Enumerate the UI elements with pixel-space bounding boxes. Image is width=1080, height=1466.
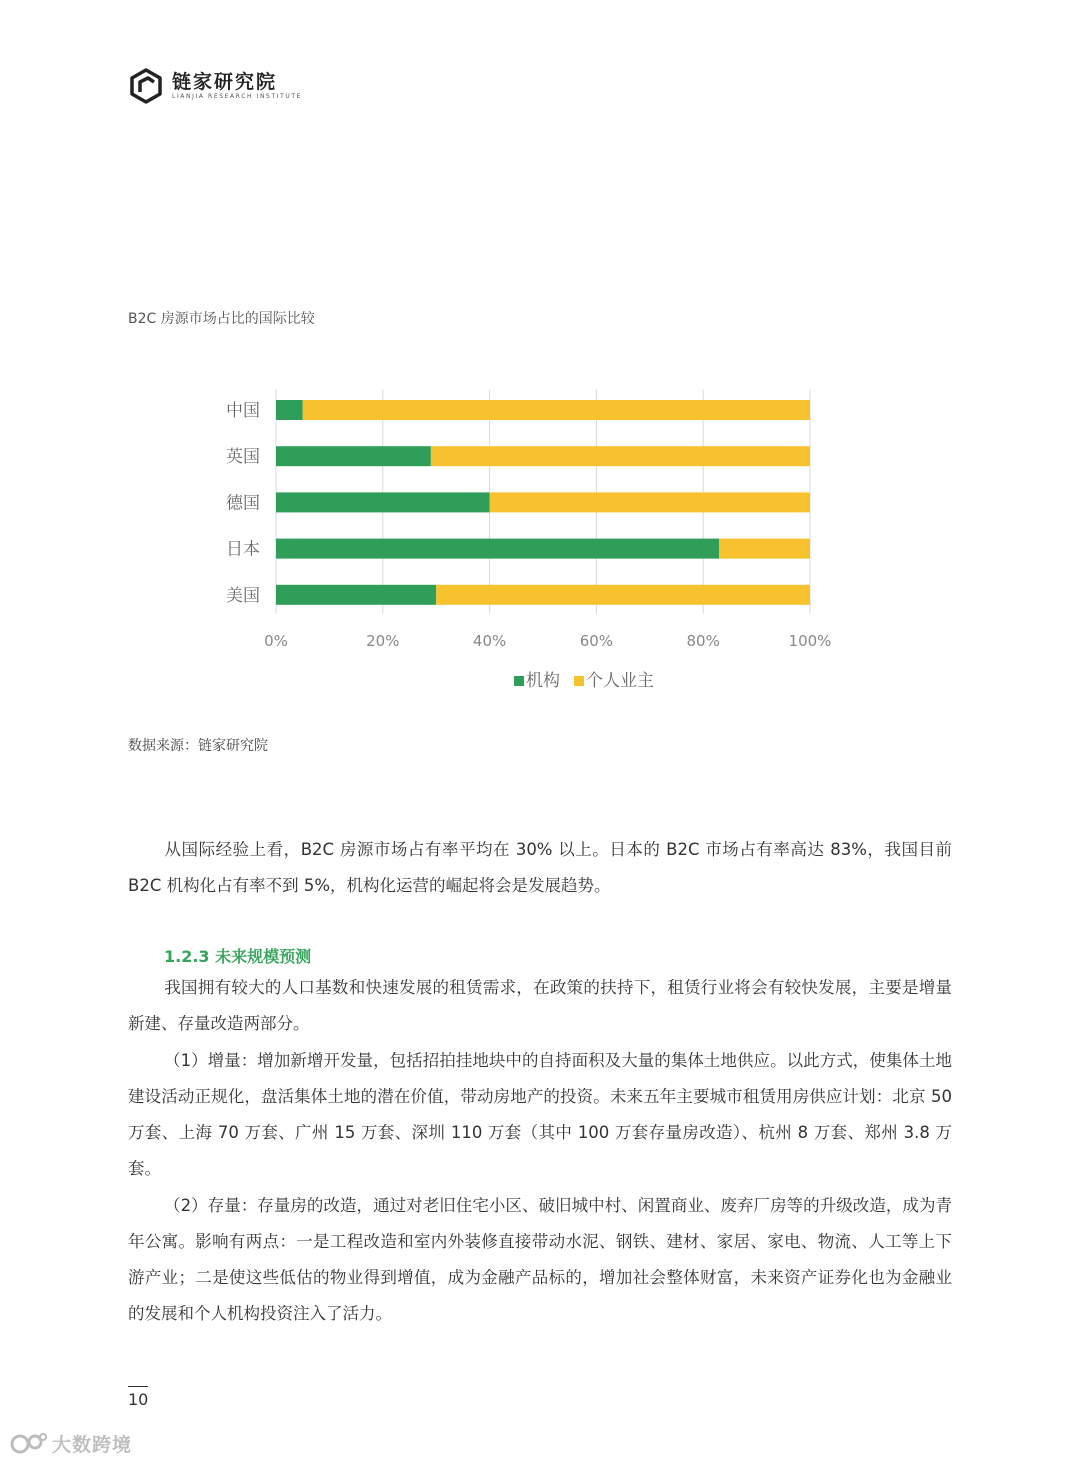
x-tick-label: 80%	[686, 632, 720, 650]
legend-label: 个人业主	[586, 671, 654, 691]
bar-individual	[303, 400, 810, 420]
x-tick-label: 20%	[366, 632, 400, 650]
data-source: 数据来源：链家研究院	[128, 738, 268, 754]
legend-label: 机构	[526, 671, 560, 691]
bar-individual	[490, 492, 810, 512]
bar-individual	[719, 539, 810, 559]
bar-institution	[276, 492, 490, 512]
watermark-text: 大数跨境	[52, 1434, 133, 1456]
category-label: 英国	[226, 447, 260, 468]
category-label: 中国	[226, 401, 260, 421]
x-tick-label: 60%	[579, 632, 614, 650]
bar-institution	[276, 585, 436, 605]
bar-institution	[276, 539, 719, 559]
section-heading: 1.2.3 未来规模预测	[164, 947, 312, 966]
page-number: 10	[128, 1390, 149, 1409]
bar-institution	[276, 446, 431, 466]
category-label: 美国	[226, 585, 260, 606]
paragraph-increment: （1）增量：增加新增开发量，包括招拍挂地块中的自持面积及大量的集体土地供应。以此方式，使集体土地建设活动正规化，盘活集体土地的潜在价值，带动房地产的投资。未来五年主要城市租赁用房供应计划：北京 50 万套、上海 70 万套、广州 15 万套、深圳 110 万套（其中 100 万套存量房改造）、杭州 8 万套、郑州 3.8 万套。	[128, 1051, 952, 1178]
watermark-logo-icon	[8, 1431, 48, 1457]
legend-swatch	[574, 676, 584, 686]
x-tick-label: 100%	[788, 632, 832, 650]
paragraph-stock: （2）存量：存量房的改造，通过对老旧住宅小区、破旧城中村、闲置商业、废弃厂房等的升级改造，成为青年公寓。影响有两点：一是工程改造和室内外装修直接带动水泥、钢铁、建材、家居、家电、物流、人工等上下游产业；二是使这些低估的物业得到增值，成为金融产品标的，增加社会整体财富，未来资产证券化也为金融业的发展和个人机构投资注入了活力。	[128, 1196, 952, 1323]
brand-logo	[128, 68, 302, 104]
bar-institution	[276, 400, 303, 420]
bar-individual	[431, 446, 810, 466]
b2c-share-chart	[200, 380, 850, 710]
category-label: 日本	[226, 539, 260, 560]
bar-individual	[436, 585, 810, 605]
paragraph-intro: 我国拥有较大的人口基数和快速发展的租赁需求，在政策的扶持下，租赁行业将会有较快发展，主要是增量新建、存量改造两部分。	[128, 978, 952, 1033]
x-tick-label: 0%	[264, 632, 288, 650]
category-label: 德国	[226, 493, 260, 514]
page-number-rule	[128, 1386, 148, 1387]
watermark	[8, 1430, 132, 1457]
brand-name-en: LIANJIA RESEARCH INSTITUTE	[172, 93, 303, 100]
lianjia-logo-icon	[128, 68, 164, 104]
x-tick-label: 40%	[472, 632, 507, 650]
brand-name-cn: 链家研究院	[172, 71, 278, 93]
legend-swatch	[514, 676, 524, 686]
paragraph-international: 从国际经验上看，B2C 房源市场占有率平均在 30% 以上。日本的 B2C 市场占有率高达 83%，我国目前 B2C 机构化占有率不到 5%，机构化运营的崛起将会是发展趋势。	[128, 840, 952, 895]
chart-caption: B2C 房源市场占比的国际比较	[128, 311, 315, 327]
